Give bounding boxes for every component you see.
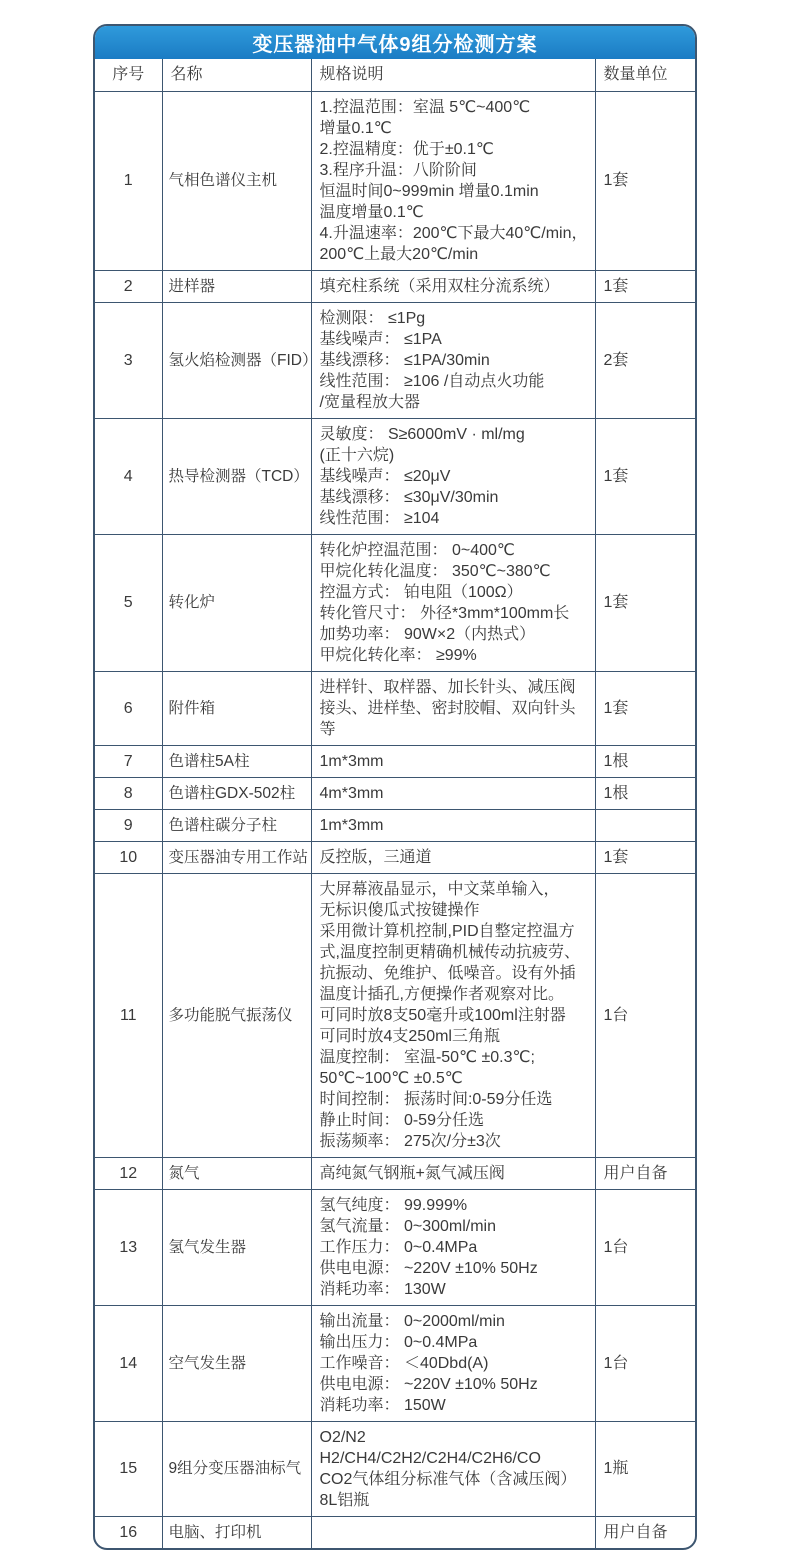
spec-line: /宽量程放大器: [319, 393, 420, 411]
row-name-cell: 进样器: [162, 270, 311, 302]
row-spec-cell: [311, 809, 595, 841]
row-qty-cell: 1套: [595, 418, 697, 534]
row-number-cell: 14: [95, 1305, 162, 1421]
spec-line: 可同时放4支250ml三角瓶: [319, 1027, 500, 1045]
table-row: [95, 302, 697, 418]
row-spec-cell: [311, 777, 595, 809]
spec-line: 氢气流量： 0~300ml/min: [319, 1217, 496, 1235]
row-spec-cell: [311, 1305, 595, 1421]
row-qty-cell: 用户自备: [595, 1157, 697, 1189]
row-qty-cell: 1套: [595, 270, 697, 302]
table-row: [95, 745, 697, 777]
spec-line: 基线漂移： ≤30μV/30min: [319, 488, 499, 506]
row-name-cell: 多功能脱气振荡仪: [162, 873, 311, 1157]
column-header-no: 序号: [95, 59, 162, 91]
table-row: [95, 418, 697, 534]
row-qty-cell: 1套: [595, 671, 697, 745]
spec-line: 50℃~100℃ ±0.5℃: [319, 1069, 463, 1087]
spec-line: 式,温度控制更精确机械传动抗疲劳、: [319, 943, 580, 961]
table-row: [95, 91, 697, 270]
spec-line: 线性范围： ≥104: [319, 509, 440, 527]
table-row: [95, 1516, 697, 1548]
spec-line: 甲烷化转化率： ≥99%: [319, 646, 477, 664]
spec-line: 供电电源： ~220V ±10% 50Hz: [319, 1259, 538, 1277]
row-number-cell: 7: [95, 745, 162, 777]
spec-line: 1.控温范围：室温 5℃~400℃: [319, 98, 531, 116]
row-spec-cell: [311, 270, 595, 302]
row-qty-cell: 1根: [595, 745, 697, 777]
row-qty-cell: 2套: [595, 302, 697, 418]
column-header-spec: 规格说明: [311, 59, 595, 91]
row-name-cell: 气相色谱仪主机: [162, 91, 311, 270]
row-number-cell: 8: [95, 777, 162, 809]
table-row: [95, 777, 697, 809]
table-body: [95, 91, 697, 1548]
spec-line: 温度计插孔,方便操作者观察对比。: [319, 985, 564, 1003]
row-spec-cell: [311, 745, 595, 777]
spec-line: 4m*3mm: [319, 784, 384, 802]
row-spec-cell: [311, 91, 595, 270]
row-name-cell: 氮气: [162, 1157, 311, 1189]
row-spec-cell: [311, 534, 595, 671]
row-name-cell: 9组分变压器油标气: [162, 1421, 311, 1516]
row-name-cell: 变压器油专用工作站: [162, 841, 311, 873]
spec-line: 无标识傻瓜式按键操作: [319, 901, 480, 919]
spec-line: CO2气体组分标准气体（含减压阀）: [319, 1470, 577, 1488]
spec-line: 工作压力： 0~0.4MPa: [319, 1238, 478, 1256]
spec-line: 高纯氮气钢瓶+氮气减压阀: [319, 1164, 505, 1182]
spec-line: O2/N2 H2/CH4/C2H2/C2H4/C2H6/CO: [319, 1428, 541, 1467]
spec-table-card: [93, 24, 697, 1550]
spec-line: 8L铝瓶: [319, 1491, 370, 1509]
spec-line: 灵敏度： S≥6000mV · ml/mg: [319, 425, 525, 443]
row-number-cell: 11: [95, 873, 162, 1157]
spec-line: 200℃上最大20℃/min: [319, 245, 479, 263]
row-name-cell: 色谱柱碳分子柱: [162, 809, 311, 841]
row-spec-cell: [311, 1516, 595, 1548]
spec-line: 基线噪声： ≤20μV: [319, 467, 451, 485]
table-row: [95, 841, 697, 873]
row-name-cell: 色谱柱5A柱: [162, 745, 311, 777]
table-row: [95, 1305, 697, 1421]
table-row: [95, 270, 697, 302]
row-qty-cell: 1台: [595, 1189, 697, 1305]
spec-line: 检测限： ≤1Pg: [319, 309, 426, 327]
spec-line: (正十六烷): [319, 446, 395, 464]
spec-line: 时间控制： 振荡时间:0-59分任选: [319, 1090, 553, 1108]
spec-line: 静止时间： 0-59分任选: [319, 1111, 484, 1129]
row-number-cell: 4: [95, 418, 162, 534]
row-number-cell: 1: [95, 91, 162, 270]
spec-line: 2.控温精度：优于±0.1℃: [319, 140, 494, 158]
row-number-cell: 16: [95, 1516, 162, 1548]
row-name-cell: 转化炉: [162, 534, 311, 671]
spec-line: 3.程序升温：八阶阶间: [319, 161, 477, 179]
row-name-cell: 氢火焰检测器（FID）: [162, 302, 311, 418]
row-number-cell: 2: [95, 270, 162, 302]
row-name-cell: 氢气发生器: [162, 1189, 311, 1305]
row-number-cell: 12: [95, 1157, 162, 1189]
row-name-cell: 附件箱: [162, 671, 311, 745]
row-spec-cell: [311, 841, 595, 873]
spec-line: 1m*3mm: [319, 816, 384, 834]
spec-line: 4.升温速率：200℃下最大40℃/min，: [319, 224, 588, 242]
spec-line: 可同时放8支50毫升或100ml注射器: [319, 1006, 566, 1024]
row-number-cell: 9: [95, 809, 162, 841]
table-row: [95, 671, 697, 745]
row-number-cell: 6: [95, 671, 162, 745]
table-row: [95, 873, 697, 1157]
row-number-cell: 3: [95, 302, 162, 418]
spec-line: 1m*3mm: [319, 752, 384, 770]
table-row: [95, 809, 697, 841]
row-spec-cell: [311, 1421, 595, 1516]
row-qty-cell: 1台: [595, 1305, 697, 1421]
spec-line: 输出压力： 0~0.4MPa: [319, 1333, 478, 1351]
spec-line: 甲烷化转化温度： 350℃~380℃: [319, 562, 551, 580]
row-name-cell: 色谱柱GDX-502柱: [162, 777, 311, 809]
spec-table: [95, 59, 697, 1548]
row-number-cell: 10: [95, 841, 162, 873]
spec-line: 采用微计算机控制,PID自整定控温方: [319, 922, 575, 940]
spec-line: 反控版，三通道: [319, 848, 432, 866]
table-row: [95, 534, 697, 671]
table-row: [95, 1189, 697, 1305]
row-number-cell: 13: [95, 1189, 162, 1305]
spec-line: 进样针、取样器、加长针头、减压阀接头、进样垫、密封胶帽、双向针头等: [319, 678, 576, 738]
row-spec-cell: [311, 1189, 595, 1305]
spec-line: 氢气纯度： 99.999%: [319, 1196, 468, 1214]
row-spec-cell: [311, 418, 595, 534]
row-spec-cell: [311, 873, 595, 1157]
spec-line: 基线漂移： ≤1PA/30min: [319, 351, 490, 369]
row-qty-cell: 1套: [595, 91, 697, 270]
spec-line: 增量0.1℃: [319, 119, 392, 137]
spec-line: 温度控制： 室温-50℃ ±0.3℃;: [319, 1048, 535, 1066]
column-header-name: 名称: [162, 59, 311, 91]
row-qty-cell: [595, 809, 697, 841]
table-title: 变压器油中气体9组分检测方案: [95, 26, 695, 59]
spec-line: 抗振动、免维护、低噪音。设有外插: [319, 964, 576, 982]
row-qty-cell: 1台: [595, 873, 697, 1157]
row-name-cell: 空气发生器: [162, 1305, 311, 1421]
spec-line: 基线噪声： ≤1PA: [319, 330, 442, 348]
spec-line: 振荡频率： 275次/分±3次: [319, 1132, 501, 1150]
spec-line: 大屏幕液晶显示，中文菜单输入，: [319, 880, 560, 898]
header-row: [95, 59, 697, 91]
spec-line: 控温方式： 铂电阻（100Ω）: [319, 583, 523, 601]
spec-line: 加势功率： 90W×2（内热式）: [319, 625, 536, 643]
spec-line: 供电电源： ~220V ±10% 50Hz: [319, 1375, 538, 1393]
row-spec-cell: [311, 302, 595, 418]
row-spec-cell: [311, 671, 595, 745]
table-row: [95, 1421, 697, 1516]
row-qty-cell: 1套: [595, 841, 697, 873]
row-name-cell: 热导检测器（TCD）: [162, 418, 311, 534]
row-qty-cell: 1套: [595, 534, 697, 671]
row-spec-cell: [311, 1157, 595, 1189]
spec-line: 消耗功率： 130W: [319, 1280, 446, 1298]
spec-line: 转化管尺寸： 外径*3mm*100mm长: [319, 604, 570, 622]
row-number-cell: 15: [95, 1421, 162, 1516]
spec-line: 消耗功率： 150W: [319, 1396, 446, 1414]
spec-line: 线性范围： ≥106 /自动点火功能: [319, 372, 545, 390]
row-qty-cell: 用户自备: [595, 1516, 697, 1548]
spec-line: 转化炉控温范围： 0~400℃: [319, 541, 515, 559]
row-name-cell: 电脑、打印机: [162, 1516, 311, 1548]
column-header-qty: 数量单位: [595, 59, 697, 91]
spec-line: 恒温时间0~999min 增量0.1min: [319, 182, 539, 200]
row-number-cell: 5: [95, 534, 162, 671]
spec-line: 填充柱系统（采用双柱分流系统）: [319, 277, 560, 295]
spec-line: 温度增量0.1℃: [319, 203, 424, 221]
table-row: [95, 1157, 697, 1189]
spec-line: 工作噪音： ＜40Dbd(A): [319, 1354, 489, 1372]
row-qty-cell: 1瓶: [595, 1421, 697, 1516]
row-qty-cell: 1根: [595, 777, 697, 809]
spec-line: 输出流量： 0~2000ml/min: [319, 1312, 505, 1330]
